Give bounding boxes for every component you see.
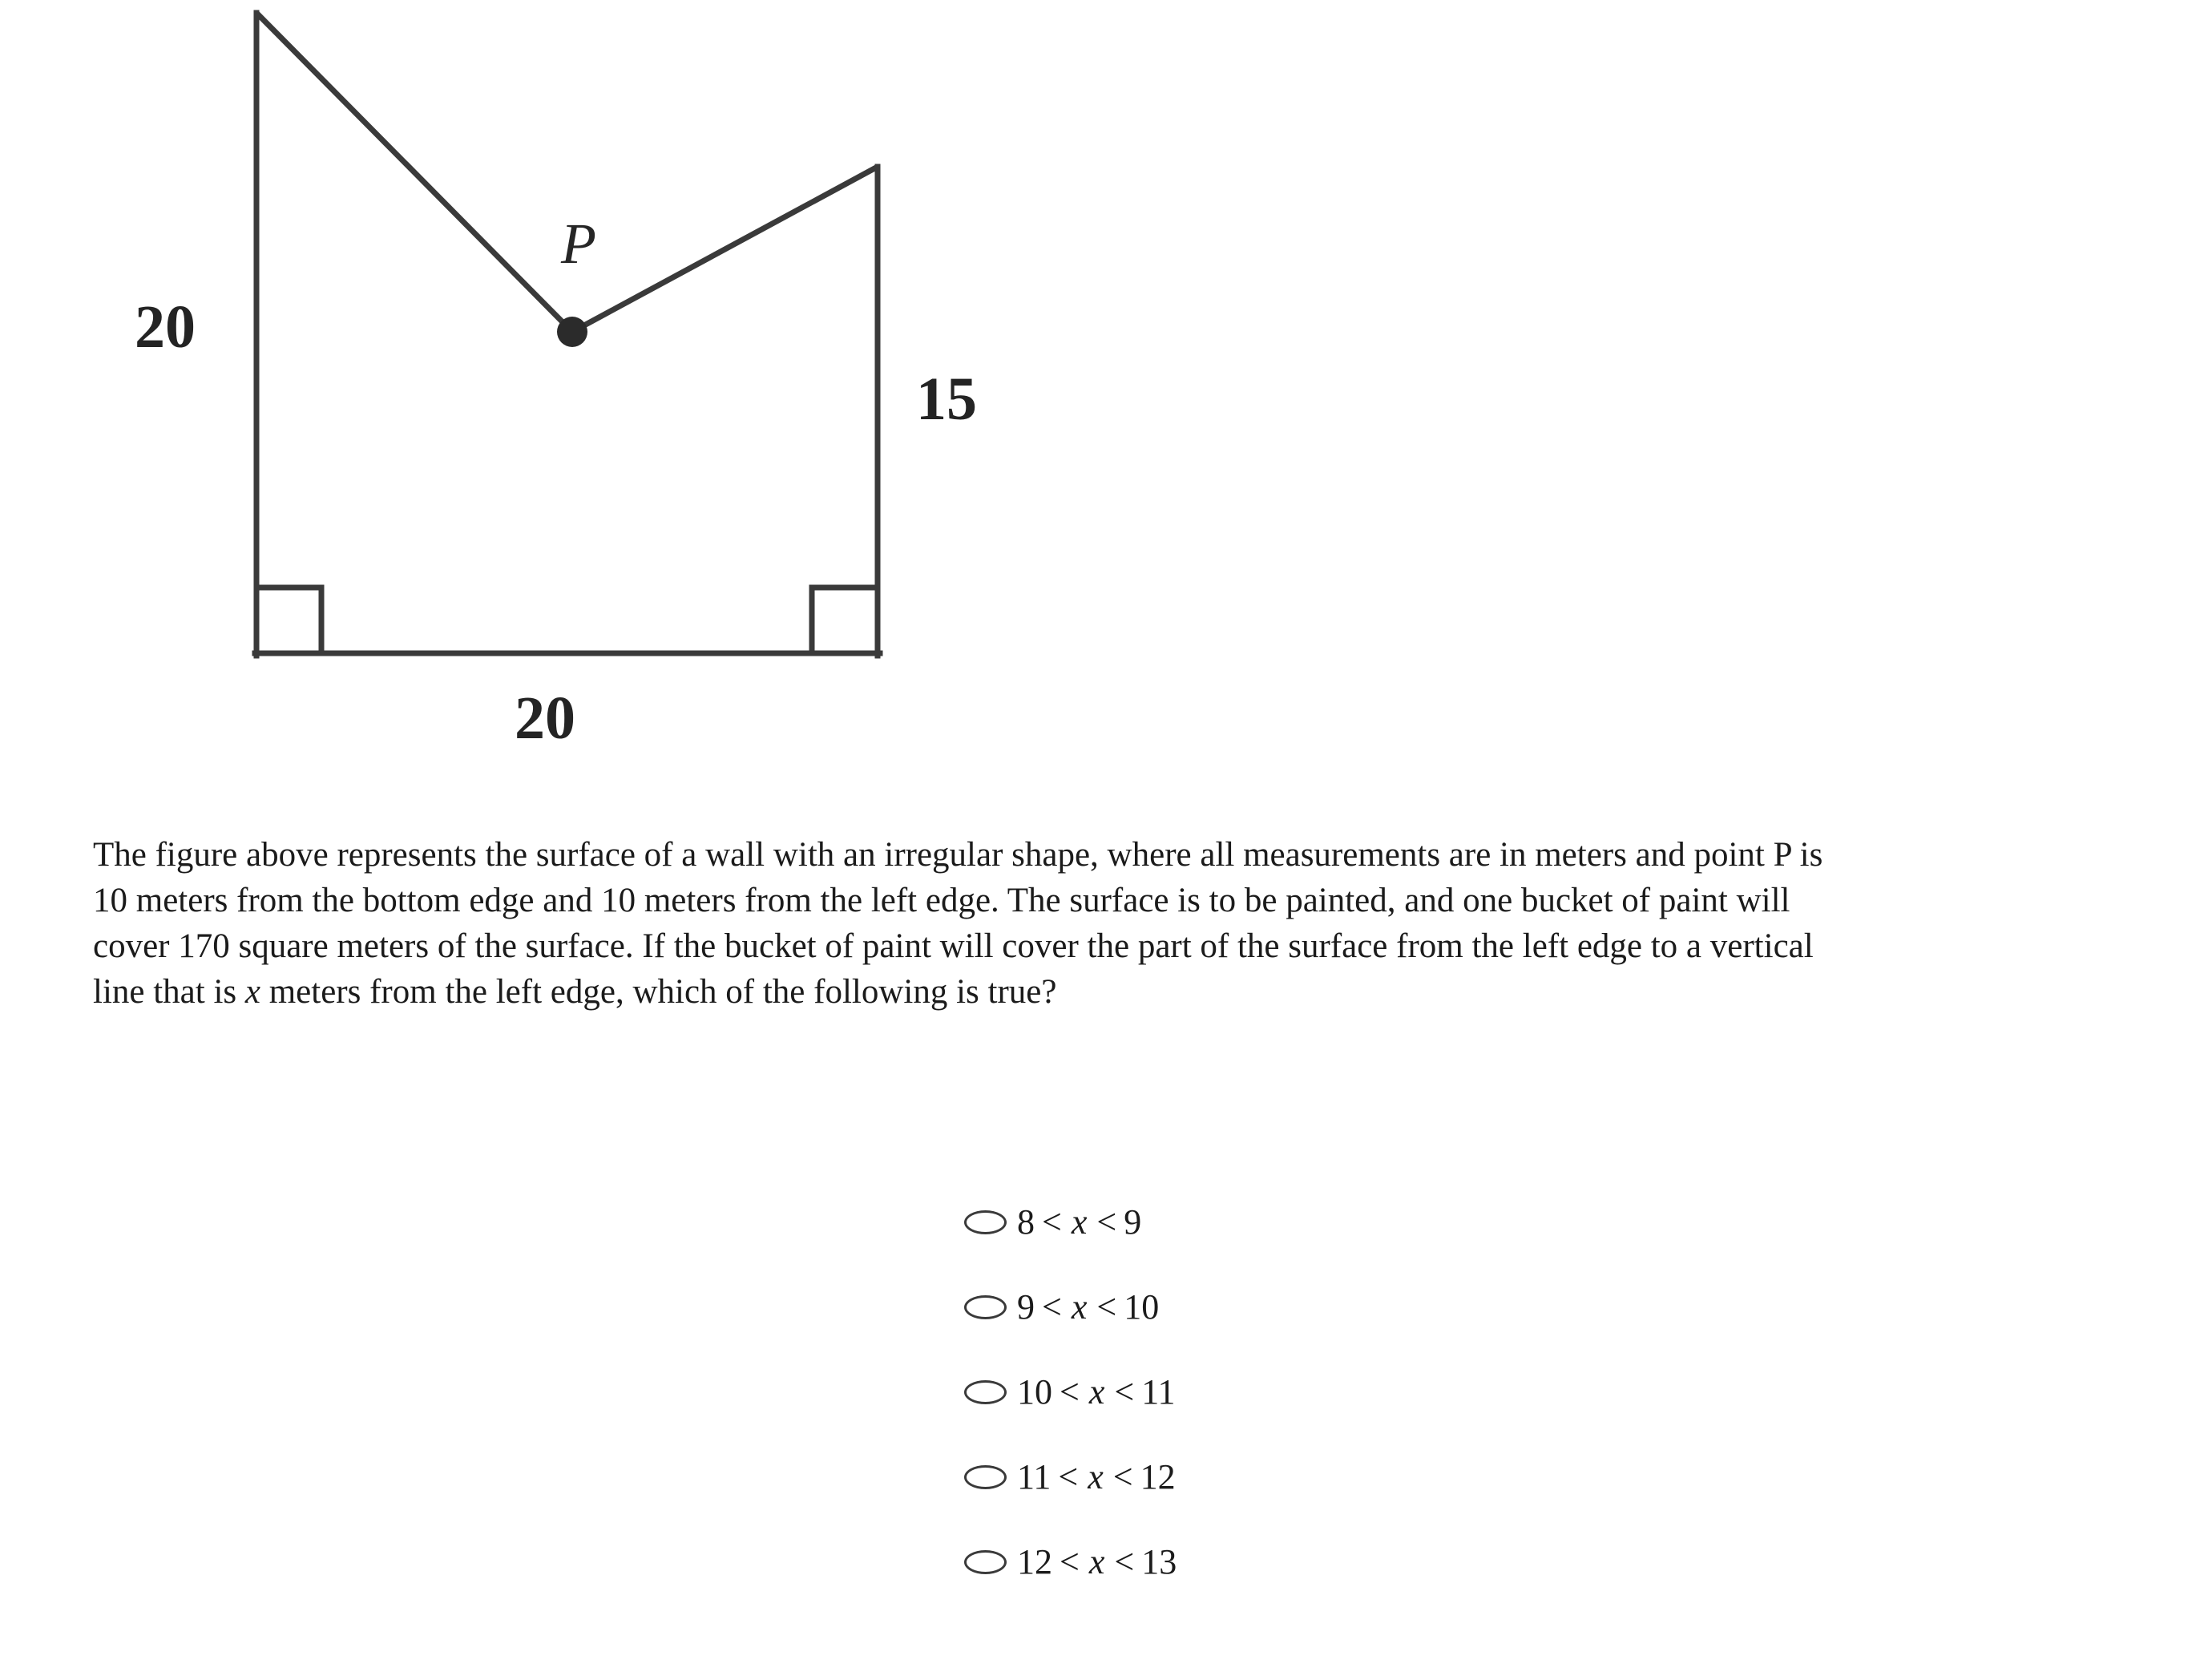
choice-label [1017, 1287, 1160, 1327]
right-angle-marker-right [812, 588, 878, 653]
dimension-label-bottom: 20 [515, 685, 575, 752]
top-right-slant-line [572, 167, 878, 332]
choice-label [1017, 1542, 1177, 1581]
choice-operator-1: < [1042, 1202, 1062, 1242]
radio-button-icon[interactable] [964, 1295, 1007, 1319]
choice-upper-bound: 11 [1141, 1372, 1176, 1412]
choice-lower-bound: 9 [1017, 1287, 1035, 1327]
dimension-label-right: 15 [916, 365, 977, 433]
choice-operator-1: < [1042, 1287, 1062, 1327]
radio-button-icon[interactable] [964, 1550, 1007, 1574]
radio-button-icon[interactable] [964, 1210, 1007, 1234]
prompt-text-part1: The figure above represents the surface of a wall with an irregular shape, where all measurements are in meters and point P is 10 meters from the bottom edge and 10 meters from the left edge. The surface is to be painted, and one bucket of paint will cover 170 square meters of the surface. If the bucket of paint will cover the part of the surface from the left edge to a vertical line that is [93, 836, 1823, 1011]
dimension-label-left: 20 [135, 293, 196, 361]
point-p-dot [557, 317, 587, 347]
right-angle-marker-left [256, 588, 321, 653]
choice-operator-2: < [1096, 1202, 1117, 1242]
choice-variable: x [1071, 1287, 1088, 1327]
choice-upper-bound: 12 [1140, 1457, 1176, 1496]
choice-upper-bound: 13 [1141, 1542, 1177, 1581]
choice-operator-2: < [1114, 1542, 1135, 1581]
question-prompt [93, 832, 1826, 1015]
choice-label [1017, 1202, 1142, 1242]
choice-row[interactable] [964, 1435, 1685, 1520]
choice-upper-bound: 9 [1124, 1202, 1142, 1242]
point-p-label: P [561, 212, 596, 276]
choice-label [1017, 1372, 1176, 1412]
answer-choices [964, 1180, 1685, 1605]
choice-operator-2: < [1114, 1372, 1135, 1412]
radio-button-icon[interactable] [964, 1380, 1007, 1404]
choice-row[interactable] [964, 1265, 1685, 1350]
prompt-variable-x: x [244, 973, 260, 1011]
choice-lower-bound: 11 [1017, 1457, 1052, 1496]
choice-row[interactable] [964, 1520, 1685, 1605]
choice-variable: x [1088, 1372, 1105, 1412]
prompt-text-part2: meters from the left edge, which of the following is true? [260, 973, 1057, 1011]
choice-operator-1: < [1058, 1457, 1079, 1496]
choice-label [1017, 1457, 1176, 1496]
top-left-slant-line [256, 13, 572, 332]
choice-lower-bound: 10 [1017, 1372, 1052, 1412]
choice-operator-1: < [1060, 1542, 1080, 1581]
wall-figure [0, 0, 1122, 781]
choice-upper-bound: 10 [1124, 1287, 1160, 1327]
radio-button-icon[interactable] [964, 1465, 1007, 1489]
choice-operator-2: < [1112, 1457, 1133, 1496]
choice-variable: x [1071, 1202, 1088, 1242]
choice-variable: x [1088, 1542, 1105, 1581]
choice-variable: x [1088, 1457, 1104, 1496]
choice-operator-1: < [1060, 1372, 1080, 1412]
choice-lower-bound: 8 [1017, 1202, 1035, 1242]
choice-lower-bound: 12 [1017, 1542, 1052, 1581]
choice-operator-2: < [1096, 1287, 1117, 1327]
choice-row[interactable] [964, 1180, 1685, 1265]
choice-row[interactable] [964, 1350, 1685, 1435]
